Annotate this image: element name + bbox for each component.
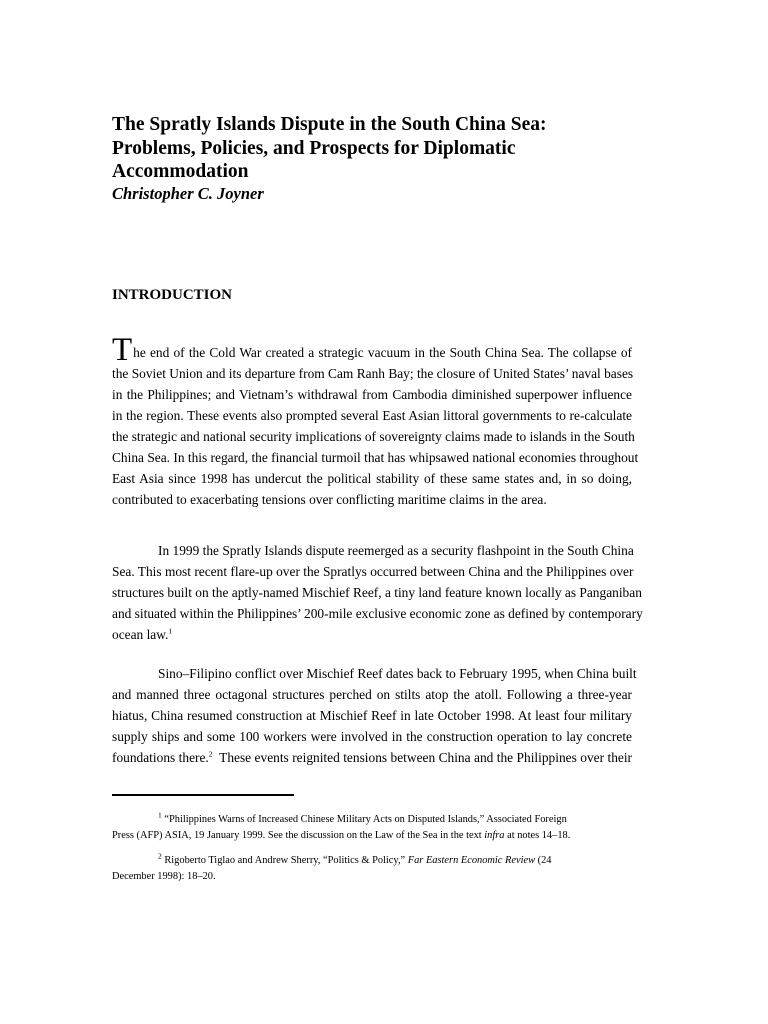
title-line: Problems, Policies, and Prospects for Diplomatic [112,137,516,159]
paragraph-line: and situated within the Philippines’ 200-mile exclusive economic zone as defined by contemporary [112,606,643,621]
paragraph-mischief-reef [112,540,643,645]
title-line: The Spratly Islands Dispute in the South China Sea: [112,114,547,135]
paragraph-line: Sea. This most recent flare-up over the Spratlys occurred between China and the Philippines over [112,564,634,579]
paragraph-line: contributed to exacerbating tensions over conflicting maritime claims in the area. [112,492,547,507]
paragraph-line: supply ships and some 100 workers were involved in the construction operation to lay concrete [112,729,632,744]
article-title [112,113,672,184]
paragraph-line: hiatus, China resumed construction at Mischief Reef in late October 1998. At least four military [112,708,632,723]
paragraph-line: structures built on the aptly-named Mischief Reef, a tiny land feature known locally as Panganiban [112,585,642,600]
paragraph-line: In 1999 the Spratly Islands dispute reemerged as a security flashpoint in the South China [158,543,634,558]
paragraph-line: Sino–Filipino conflict over Mischief Reef dates back to February 1995, when China built [158,666,637,681]
paragraph-line: foundations there.$^2$ These events reignited tensions between China and the Philippines over their [112,749,633,765]
footnote-marker: 1 [158,810,162,820]
footnote-divider [112,794,294,796]
paragraph-line: the Soviet Union and its departure from Cam Ranh Bay; the closure of United States’ naval bases [112,366,634,381]
paragraph-sino-filipino [112,663,637,768]
paragraph-line: China Sea. In this regard, the financial turmoil that has whipsawed national economies throughout [112,450,639,465]
paragraph-line: East Asia since 1998 has undercut the political stability of these same states and, in so doing, [112,471,632,486]
paragraph-intro [112,332,639,510]
paragraph-line: the strategic and national security implications of sovereignty claims made to islands in the South [112,429,635,444]
footnote-marker: 2 [158,851,162,861]
paragraph-line: and manned three octagonal structures perched on stilts atop the atoll. Following a three-year [112,687,632,702]
paragraph-line: in the region. These events also prompted several East Asian littoral governments to re-calculate [112,408,632,423]
paragraph-line: in the Philippines; and Vietnam’s withdrawal from Cambodia diminished superpower influence [112,387,632,402]
author-name: Christopher C. Joyner [112,184,264,203]
footnote-1: $^1$ “Philippines Warns of Increased Chinese Military Acts on Disputed Islands,” Associated Foreign Press (AFP) ASIA, 19 January 1999. See the discussion on the Law of the Sea in the text infra at notes 14–18. [112,810,571,841]
paragraph-line: The end of the Cold War created a strategic vacuum in the South China Sea. The collapse of [112,332,632,368]
title-line: Accommodation [112,161,249,182]
footnote-ref[interactable]: 2 [208,749,213,759]
drop-cap: T [112,332,133,368]
paragraph-line: ocean law.$^1$ [112,626,173,642]
section-heading: INTRODUCTION [112,287,233,303]
footnote-ref[interactable]: 1 [168,626,173,636]
footnote-2: $^2$ Rigoberto Tiglao and Andrew Sherry, “Politics & Policy,” Far Eastern Economic Review (24 December 1998): 18–20. [112,851,552,882]
